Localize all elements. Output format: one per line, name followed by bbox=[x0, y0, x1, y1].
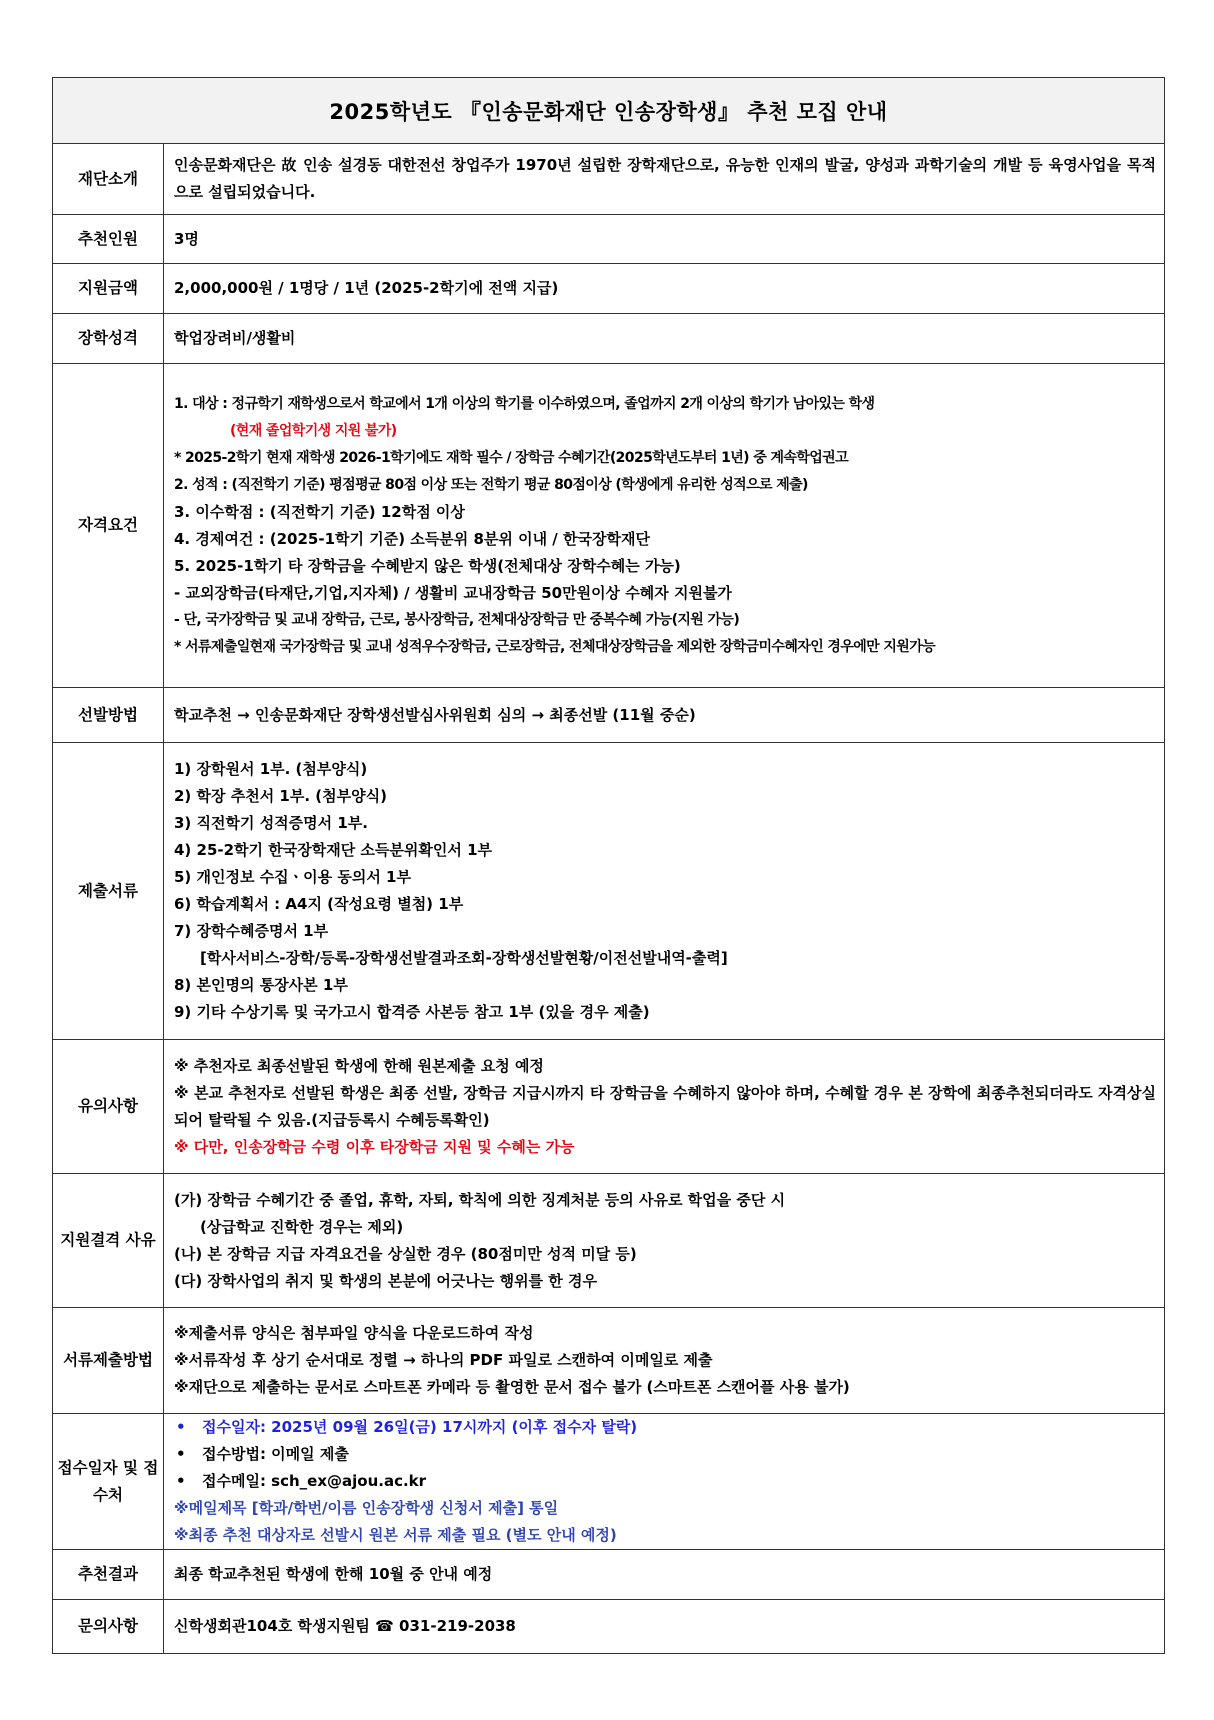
row-method bbox=[53, 1308, 1165, 1414]
note-line: ※ 추천자로 최종선발된 학생에 한해 원본제출 요청 예정 bbox=[174, 1056, 544, 1075]
receipt-email: 접수메일: sch_ex@ajou.ac.kr bbox=[202, 1472, 427, 1490]
document-item: 4) 25-2학기 한국장학재단 소득분위확인서 1부 bbox=[174, 841, 492, 859]
disqualify-line: (다) 장학사업의 취지 및 학생의 본분에 어긋나는 행위를 한 경우 bbox=[174, 1271, 597, 1290]
content-intro bbox=[164, 144, 1165, 215]
row-notes bbox=[53, 1040, 1165, 1174]
document-item: 1) 장학원서 1부. (첨부양식) bbox=[174, 760, 368, 778]
row-inquiry bbox=[53, 1600, 1165, 1654]
row-result bbox=[53, 1550, 1165, 1600]
content-method bbox=[164, 1308, 1165, 1414]
qualification-line: * 2025-2학기 현재 재학생 2026-1학기에도 재학 필수 / 장학금 수혜기간(2025학년도부터 1년) 중 계속학업권고 bbox=[174, 449, 848, 466]
document-item: 5) 개인정보 수집ㆍ이용 동의서 1부 bbox=[174, 868, 411, 886]
label-nature: 장학성격 bbox=[53, 314, 164, 364]
receipt-item bbox=[174, 1414, 1156, 1441]
receipt-date: 접수일자: 2025년 09월 26일(금) 17시까지 (이후 접수자 탈락) bbox=[202, 1418, 638, 1436]
label-documents: 제출서류 bbox=[53, 743, 164, 1040]
disqualify-line: (상급학교 진학한 경우는 제외) bbox=[200, 1217, 404, 1236]
label-intro: 재단소개 bbox=[53, 144, 164, 215]
label-result: 추천결과 bbox=[53, 1550, 164, 1600]
row-count bbox=[53, 215, 1165, 264]
content-documents bbox=[164, 743, 1165, 1040]
receipt-note: ※최종 추천 대상자로 선발시 원본 서류 제출 필요 (별도 안내 예정) bbox=[174, 1526, 617, 1544]
label-method: 서류제출방법 bbox=[53, 1308, 164, 1414]
label-inquiry: 문의사항 bbox=[53, 1600, 164, 1654]
label-qualification: 자격요건 bbox=[53, 364, 164, 688]
row-amount bbox=[53, 264, 1165, 314]
qualification-line: - 단, 국가장학금 및 교내 장학금, 근로, 봉사장학금, 전체대상장학금 만 중복수혜 가능(지원 가능) bbox=[174, 611, 740, 628]
result-text: 최종 학교추천된 학생에 한해 10월 중 안내 예정 bbox=[164, 1550, 1165, 1600]
method-line: ※재단으로 제출하는 문서로 스마트폰 카메라 등 촬영한 문서 접수 불가 (스마트폰 스캔어플 사용 불가) bbox=[174, 1378, 850, 1396]
count-text: 3명 bbox=[164, 215, 1165, 264]
qualification-line: - 교외장학금(타재단,기업,지자체) / 생활비 교내장학금 50만원이상 수혜자 지원불가 bbox=[174, 583, 732, 602]
amount-text: 2,000,000원 / 1명당 / 1년 (2025-2학기에 전액 지급) bbox=[164, 264, 1165, 314]
qualification-line: 4. 경제여건 : (2025-1학기 기준) 소득분위 8분위 이내 / 한국장학재단 bbox=[174, 529, 650, 548]
note-line: ※ 다만, 인송장학금 수령 이후 타장학금 지원 및 수혜는 가능 bbox=[174, 1137, 575, 1156]
bullet-icon: • bbox=[176, 1472, 186, 1490]
row-receipt bbox=[53, 1414, 1165, 1550]
label-selection: 선발방법 bbox=[53, 688, 164, 743]
content-qualification bbox=[164, 364, 1165, 688]
bullet-icon: • bbox=[176, 1418, 186, 1436]
content-receipt bbox=[164, 1414, 1165, 1550]
receipt-note: ※메일제목 [학과/학번/이름 인송장학생 신청서 제출] 통일 bbox=[174, 1499, 559, 1517]
row-disqualify bbox=[53, 1174, 1165, 1308]
qualification-line: (현재 졸업학기생 지원 불가) bbox=[230, 422, 397, 439]
selection-text: 학교추천 → 인송문화재단 장학생선발심사위원회 심의 → 최종선발 (11월 중순) bbox=[164, 688, 1165, 743]
document-item: 7) 장학수혜증명서 1부 bbox=[174, 922, 329, 940]
notice-table bbox=[52, 77, 1165, 1654]
method-line: ※제출서류 양식은 첨부파일 양식을 다운로드하여 작성 bbox=[174, 1324, 534, 1342]
content-disqualify bbox=[164, 1174, 1165, 1308]
intro-text: 인송문화재단은 故 인송 설경동 대한전선 창업주가 1970년 설립한 장학재단으로, 유능한 인재의 발굴, 양성과 과학기술의 개발 등 육영사업을 목적으로 설립되었습니다. bbox=[174, 156, 1156, 201]
row-documents bbox=[53, 743, 1165, 1040]
document-item: [학사서비스-장학/등록-장학생선발결과조회-장학생선발현황/이전선발내역-출력] bbox=[200, 949, 728, 967]
receipt-item bbox=[174, 1468, 1156, 1495]
disqualify-line: (나) 본 장학금 지급 자격요건을 상실한 경우 (80점미만 성적 미달 등) bbox=[174, 1244, 637, 1263]
receipt-method: 접수방법: 이메일 제출 bbox=[202, 1445, 349, 1463]
row-qualification bbox=[53, 364, 1165, 688]
qualification-line: 3. 이수학점 : (직전학기 기준) 12학점 이상 bbox=[174, 502, 465, 521]
receipt-item bbox=[174, 1441, 1156, 1468]
document-item: 6) 학습계획서 : A4지 (작성요령 별첨) 1부 bbox=[174, 895, 464, 913]
note-line: ※ 본교 추천자로 선발된 학생은 최종 선발, 장학금 지급시까지 타 장학금을 수혜하지 않아야 하며, 수혜할 경우 본 장학에 최종추천되더라도 자격상실되어 탈락될 수 있음.(지급등록시 수혜등록확인) bbox=[174, 1083, 1156, 1129]
label-count: 추천인원 bbox=[53, 215, 164, 264]
document-item: 3) 직전학기 성적증명서 1부. bbox=[174, 814, 368, 832]
label-amount: 지원금액 bbox=[53, 264, 164, 314]
bullet-icon: • bbox=[176, 1445, 186, 1463]
disqualify-line: (가) 장학금 수혜기간 중 졸업, 휴학, 자퇴, 학칙에 의한 징계처분 등의 사유로 학업을 중단 시 bbox=[174, 1190, 786, 1209]
document-item: 8) 본인명의 통장사본 1부 bbox=[174, 976, 348, 994]
row-nature bbox=[53, 314, 1165, 364]
content-notes bbox=[164, 1040, 1165, 1174]
document-item: 9) 기타 수상기록 및 국가고시 합격증 사본등 참고 1부 (있을 경우 제출) bbox=[174, 1003, 650, 1021]
inquiry-text: 신학생회관104호 학생지원팀 ☎ 031-219-2038 bbox=[164, 1600, 1165, 1654]
qualification-line: 2. 성적 : (직전학기 기준) 평점평균 80점 이상 또는 전학기 평균 80점이상 (학생에게 유리한 성적으로 제출) bbox=[174, 476, 808, 493]
method-line: ※서류작성 후 상기 순서대로 정렬 → 하나의 PDF 파일로 스캔하여 이메일로 제출 bbox=[174, 1351, 713, 1369]
title-row bbox=[53, 78, 1165, 144]
qualification-line: 5. 2025-1학기 타 장학금을 수혜받지 않은 학생(전체대상 장학수혜는 가능) bbox=[174, 556, 681, 575]
label-receipt: 접수일자 및 접수처 bbox=[53, 1414, 164, 1550]
nature-text: 학업장려비/생활비 bbox=[164, 314, 1165, 364]
qualification-line: * 서류제출일현재 국가장학금 및 교내 성적우수장학금, 근로장학금, 전체대상장학금을 제외한 장학금미수혜자인 경우에만 지원가능 bbox=[174, 638, 936, 655]
document-item: 2) 학장 추천서 1부. (첨부양식) bbox=[174, 787, 387, 805]
qualification-line: 1. 대상 : 정규학기 재학생으로서 학교에서 1개 이상의 학기를 이수하였으며, 졸업까지 2개 이상의 학기가 남아있는 학생 bbox=[174, 395, 875, 412]
page-title: 2025학년도 『인송문화재단 인송장학생』 추천 모집 안내 bbox=[53, 78, 1165, 144]
label-disqualify: 지원결격 사유 bbox=[53, 1174, 164, 1308]
row-intro bbox=[53, 144, 1165, 215]
row-selection bbox=[53, 688, 1165, 743]
label-notes: 유의사항 bbox=[53, 1040, 164, 1174]
